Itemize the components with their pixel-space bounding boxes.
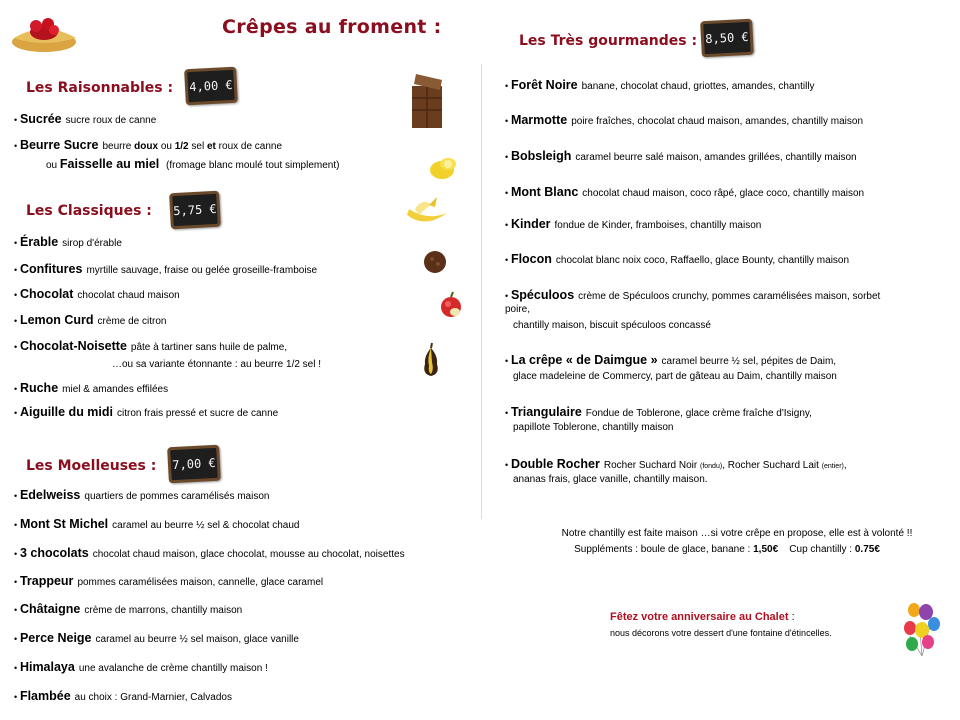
item-desc: roux de canne xyxy=(218,141,283,152)
item-desc: poire, xyxy=(505,304,531,315)
item-name: Aiguille du midi xyxy=(19,405,113,419)
apple-icon xyxy=(437,290,465,320)
crepe-strawberry-icon xyxy=(8,8,82,56)
section-title-classiques: Les Classiques : xyxy=(26,203,152,219)
item-name: Mont St Michel xyxy=(19,517,109,531)
list-item: • Bobsleigh caramel beurre salé maison, amandes grillées, chantilly maison xyxy=(505,149,857,163)
item-name: Triangulaire xyxy=(510,405,582,419)
list-item: • Mont St Michel caramel au beurre ½ sel & chocolat chaud xyxy=(14,517,300,531)
list-item-continued xyxy=(513,473,708,487)
item-desc: Rocher Suchard Noir xyxy=(603,460,698,471)
item-desc: pâte à tartiner sans huile de palme, xyxy=(130,342,288,353)
item-desc: crème de citron xyxy=(97,316,167,327)
item-desc: caramel au beurre ½ sel maison, glace vanille xyxy=(95,634,299,645)
item-desc: (entier) xyxy=(821,463,844,470)
item-desc: doux xyxy=(134,141,159,152)
birthday-title xyxy=(610,611,795,623)
item-name: Chocolat-Noisette xyxy=(19,339,127,353)
list-item: • Marmotte poire fraîches, chocolat chaud maison, amandes, chantilly maison xyxy=(505,113,864,127)
price-board-raisonnables: 4,00 € xyxy=(184,67,238,106)
item-name: La crêpe « de Daimgue » xyxy=(510,353,658,367)
list-item: • Sucrée sucre roux de canne xyxy=(14,112,157,126)
list-item: • Beurre Sucre beurre doux ou 1/2 sel et roux de canne xyxy=(14,138,283,152)
item-name: Spéculoos xyxy=(510,288,575,302)
price-board-moelleuses: 7,00 € xyxy=(167,445,221,484)
list-item: • Ruche miel & amandes effilées xyxy=(14,381,169,395)
item-name: Perce Neige xyxy=(19,631,92,645)
item-name: Ruche xyxy=(19,381,59,395)
list-item: • Aiguille du midi citron frais pressé et sucre de canne xyxy=(14,405,279,419)
item-desc: papillote Toblerone, chantilly maison xyxy=(513,422,674,433)
list-item: • Flocon chocolat blanc noix coco, Raffaello, glace Bounty, chantilly maison xyxy=(505,252,850,266)
price-board-classiques: 5,75 € xyxy=(169,191,221,230)
item-desc: fondue de Kinder, framboises, chantilly maison xyxy=(554,220,762,231)
section-title-moelleuses: Les Moelleuses : xyxy=(26,458,157,474)
item-desc: et xyxy=(206,141,216,152)
item-desc: caramel au beurre ½ sel & chocolat chaud xyxy=(112,520,300,531)
list-item-continued xyxy=(505,303,530,317)
item-desc: sel xyxy=(191,141,205,152)
item-desc: chocolat chaud maison xyxy=(77,290,180,301)
item-desc: pommes caramélisées maison, cannelle, glace caramel xyxy=(77,577,324,588)
item-desc: caramel beurre ½ sel, pépites de Daim, xyxy=(661,356,837,367)
list-item: • Forêt Noire banane, chocolat chaud, griottes, amandes, chantilly xyxy=(505,78,815,92)
item-name: Himalaya xyxy=(19,660,75,674)
item-desc: (fondu) xyxy=(700,463,723,470)
list-item: • Double Rocher Rocher Suchard Noir (fondu), Rocher Suchard Lait (entier), xyxy=(505,457,847,471)
item-desc: sucre roux de canne xyxy=(65,115,157,126)
item-desc: citron frais pressé et sucre de canne xyxy=(117,408,279,419)
section-title-raisonnables: Les Raisonnables : xyxy=(26,80,174,96)
item-desc: au choix : Grand-Marnier, Calvados xyxy=(74,692,232,703)
chantilly-note: Notre chantilly est faite maison …si votre crêpe en propose, elle est à volonté !! xyxy=(561,528,913,539)
list-item: • Triangulaire Fondue de Toblerone, glace crème fraîche d'Isigny, xyxy=(505,405,812,419)
birthday-heading: Fêtez votre anniversaire au Chalet xyxy=(610,611,789,623)
item-desc: chantilly maison, biscuit spéculoos concassé xyxy=(513,320,711,331)
item-desc: caramel beurre salé maison, amandes grillées, chantilly maison xyxy=(575,152,857,163)
list-item: • Chocolat-Noisette pâte à tartiner sans huile de palme, xyxy=(14,339,288,353)
item-desc: ananas frais, glace vanille, chantilly maison. xyxy=(513,474,708,485)
item-name: 3 chocolats xyxy=(19,546,89,560)
item-desc: une avalanche de crème chantilly maison ! xyxy=(78,663,268,674)
item-name: Lemon Curd xyxy=(19,313,94,327)
supplement-price: 1,50€ xyxy=(753,544,779,555)
list-item: • La crêpe « de Daimgue » caramel beurre ½ sel, pépites de Daim, xyxy=(505,353,837,367)
item-desc: , Rocher Suchard Lait xyxy=(722,460,819,471)
item-desc: crème de marrons, chantilly maison xyxy=(84,605,243,616)
list-item: • Mont Blanc chocolat chaud maison, coco râpé, glace coco, chantilly maison xyxy=(505,185,865,199)
list-item xyxy=(46,156,339,174)
supplement-label: Suppléments : boule de glace, banane : xyxy=(574,544,751,555)
chocolat-bar-icon xyxy=(408,72,448,130)
list-item: • 3 chocolats chocolat chaud maison, glace chocolat, mousse au chocolat, noisettes xyxy=(14,546,405,560)
item-desc: , xyxy=(843,460,847,471)
item-desc: myrtille sauvage, fraise ou gelée groseille-framboise xyxy=(86,265,318,276)
list-item: • Trappeur pommes caramélisées maison, cannelle, glace caramel xyxy=(14,574,324,588)
lemon-icon xyxy=(426,152,460,182)
item-name: Sucrée xyxy=(19,112,62,126)
list-item-continued xyxy=(513,319,711,333)
list-item-continued xyxy=(513,370,837,384)
list-item: • Spéculoos crème de Spéculoos crunchy, pommes caramélisées maison, sorbet xyxy=(505,288,881,302)
item-name: Beurre Sucre xyxy=(19,138,99,152)
item-desc: Fondue de Toblerone, glace crème fraîche d'Isigny, xyxy=(585,408,812,419)
item-name: Mont Blanc xyxy=(510,185,579,199)
item-desc: chocolat chaud maison, glace chocolat, mousse au chocolat, noisettes xyxy=(92,549,405,560)
item-name: Double Rocher xyxy=(510,457,600,471)
supplement-label: Cup chantilly : xyxy=(789,544,853,555)
column-divider xyxy=(481,64,482,519)
item-desc: quartiers de pommes caramélisés maison xyxy=(84,491,270,502)
item-name: Bobsleigh xyxy=(510,149,572,163)
page-title: Crêpes au froment : xyxy=(222,16,442,38)
supplement-price: 0.75€ xyxy=(854,544,880,555)
item-desc: miel & amandes effilées xyxy=(62,384,169,395)
item-desc: banane, chocolat chaud, griottes, amandes, chantilly xyxy=(581,81,815,92)
list-item: • Edelweiss quartiers de pommes caramélisés maison xyxy=(14,488,270,502)
list-item: • Kinder fondue de Kinder, framboises, chantilly maison xyxy=(505,217,762,231)
item-name: Flocon xyxy=(510,252,552,266)
list-item: • Flambée au choix : Grand-Marnier, Calvados xyxy=(14,689,232,703)
item-name: Forêt Noire xyxy=(510,78,578,92)
item-desc: …ou sa variante étonnante : au beurre 1/2 sel ! xyxy=(112,359,322,370)
list-item: • Confitures myrtille sauvage, fraise ou gelée groseille-framboise xyxy=(14,262,318,276)
list-item: • Chocolat chocolat chaud maison xyxy=(14,287,180,301)
list-item-continued xyxy=(513,421,673,435)
list-item-continued xyxy=(112,358,321,372)
list-item: • Lemon Curd crème de citron xyxy=(14,313,167,327)
pear-icon xyxy=(418,342,444,378)
banana-icon xyxy=(403,195,451,227)
list-item: • Himalaya une avalanche de crème chantilly maison ! xyxy=(14,660,268,674)
item-desc: chocolat blanc noix coco, Raffaello, glace Bounty, chantilly maison xyxy=(555,255,850,266)
list-item: • Érable sirop d'érable xyxy=(14,235,122,249)
item-name: Trappeur xyxy=(19,574,74,588)
list-item: • Châtaigne crème de marrons, chantilly maison xyxy=(14,602,243,616)
birthday-subtitle: nous décorons votre dessert d'une fontaine d'étincelles. xyxy=(610,628,832,638)
item-name: Châtaigne xyxy=(19,602,81,616)
item-name: Confitures xyxy=(19,262,83,276)
list-item: • Perce Neige caramel au beurre ½ sel maison, glace vanille xyxy=(14,631,299,645)
item-name: Kinder xyxy=(510,217,551,231)
item-desc: beurre xyxy=(102,141,132,152)
item-name: Marmotte xyxy=(510,113,568,127)
item-desc: ou xyxy=(160,141,172,152)
item-desc: crème de Spéculoos crunchy, pommes caramélisées maison, sorbet xyxy=(578,291,881,302)
item-desc: glace madeleine de Commercy, part de gâteau au Daim, chantilly maison xyxy=(513,371,837,382)
birthday-colon: : xyxy=(788,611,795,623)
item-desc: chocolat chaud maison, coco râpé, glace coco, chantilly maison xyxy=(582,188,865,199)
chocolate-ball-icon xyxy=(421,249,449,275)
item-name: Edelweiss xyxy=(19,488,81,502)
item-prefix: ou xyxy=(46,160,58,171)
item-name: Faisselle au miel xyxy=(59,157,160,171)
item-desc: 1/2 xyxy=(174,141,189,152)
item-name: Flambée xyxy=(19,689,71,703)
section-title-gourmandes: Les Très gourmandes : xyxy=(519,33,698,49)
price-board-gourmandes: 8,50 € xyxy=(700,19,754,58)
item-name: Chocolat xyxy=(19,287,74,301)
balloons-icon xyxy=(900,600,944,658)
item-name: Érable xyxy=(19,235,59,249)
supplements-note xyxy=(512,544,942,555)
item-desc: sirop d'érable xyxy=(62,238,122,249)
item-desc: poire fraîches, chocolat chaud maison, amandes, chantilly maison xyxy=(571,116,864,127)
item-desc: (fromage blanc moulé tout simplement) xyxy=(166,160,340,171)
